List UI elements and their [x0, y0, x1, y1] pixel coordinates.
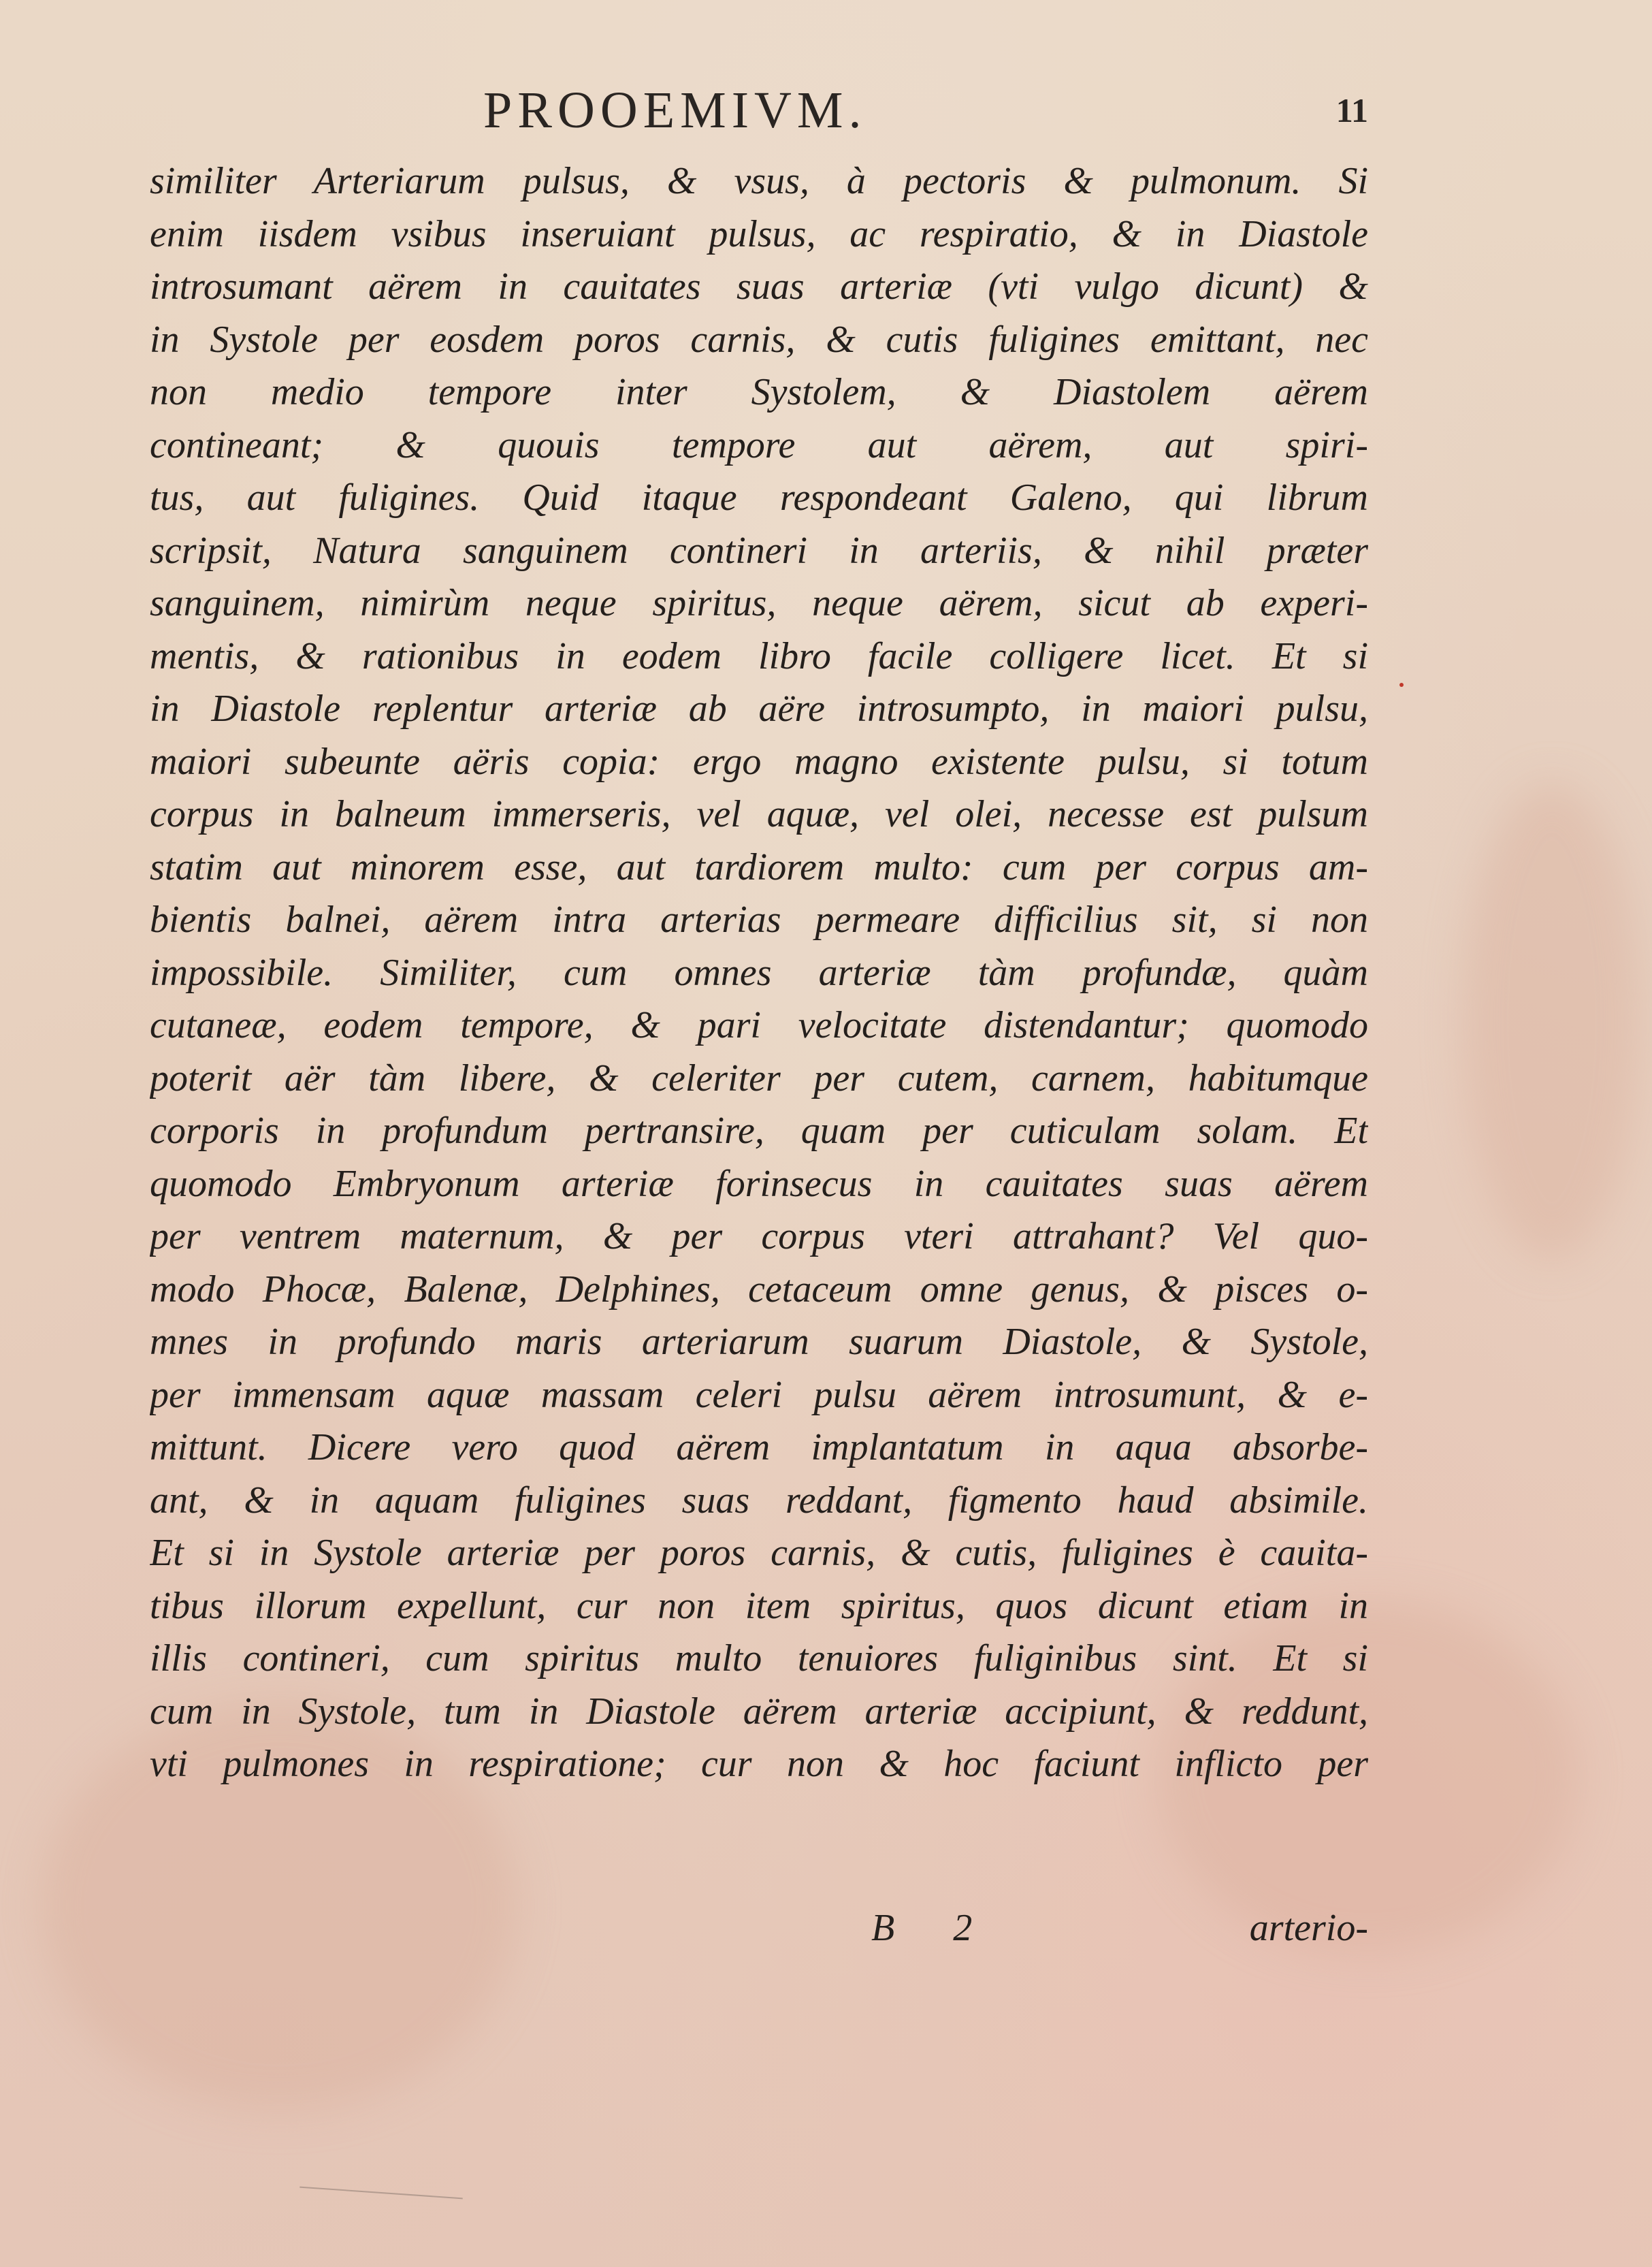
text-line: statim aut minorem esse, aut tardiorem multo: cum per corpus am- [150, 846, 1368, 888]
text-line: quomodo Embryonum arteriæ forinsecus in cauitates suas aërem [150, 1162, 1368, 1205]
text-line: mittunt. Dicere vero quod aërem implantatum in aqua absorbe- [150, 1426, 1368, 1468]
text-line: tus, aut fuligines. Quid itaque respondeant Galeno, qui librum [150, 477, 1368, 519]
text-line: enim iisdem vsibus inseruiant pulsus, ac respiratio, & in Diastole [150, 212, 1368, 255]
text-line: impossibile. Similiter, cum omnes arteriæ tàm profundæ, quàm [150, 951, 1368, 994]
text-line: in Systole per eosdem poros carnis, & cutis fuligines emittant, nec [150, 318, 1368, 361]
text-line: vti pulmones in respiratione; cur non & hoc faciunt inflicto per [150, 1743, 1368, 1785]
text-line: cutaneæ, eodem tempore, & pari velocitate distendantur; quomodo [150, 1004, 1368, 1046]
ink-spot [1399, 683, 1404, 687]
text-line: corpus in balneum immerseris, vel aquæ, vel olei, necesse est pulsum [150, 793, 1368, 835]
text-line: mnes in profundo maris arteriarum suarum Diastole, & Systole, [150, 1321, 1368, 1363]
text-line: tibus illorum expellunt, cur non item spiritus, quos dicunt etiam in [150, 1584, 1368, 1627]
text-line: maiori subeunte aëris copia: ergo magno existente pulsu, si totum [150, 740, 1368, 783]
running-title: PROOEMIVM. [483, 82, 867, 139]
text-line: in Diastole replentur arteriæ ab aëre introsumpto, in maiori pulsu, [150, 688, 1368, 730]
text-line: Et si in Systole arteriæ per poros carnis, & cutis, fuligines è cauita- [150, 1532, 1368, 1574]
text-line: per immensam aquæ massam celeri pulsu aërem introsumunt, & e- [150, 1373, 1368, 1416]
text-line: introsumant aërem in cauitates suas arteriæ (vti vulgo dicunt) & [150, 266, 1368, 308]
body-text [150, 155, 1368, 1791]
page-number: 11 [1335, 91, 1368, 129]
text-line: corporis in profundum pertransire, quam per cuticulam solam. Et [150, 1110, 1368, 1152]
signature-mark: B 2 [871, 1907, 997, 1949]
text-line: poterit aër tàm libere, & celeriter per cutem, carnem, habitumque [150, 1057, 1368, 1099]
text-line: bientis balnei, aërem intra arterias permeare difficilius sit, si non [150, 899, 1368, 941]
text-line: illis contineri, cum spiritus multo tenuiores fuliginibus sint. Et si [150, 1637, 1368, 1679]
paper-scratch [299, 2187, 463, 2200]
page-header [150, 76, 1368, 144]
catchword: arterio- [1249, 1907, 1368, 1949]
text-line: modo Phocæ, Balenæ, Delphines, cetaceum omne genus, & pisces o- [150, 1268, 1368, 1311]
text-line: cum in Systole, tum in Diastole aërem arteriæ accipiunt, & reddunt, [150, 1690, 1368, 1733]
text-line: non medio tempore inter Systolem, & Diastolem aërem [150, 371, 1368, 413]
paper-stain [1463, 783, 1640, 1259]
page-footer [150, 1906, 1368, 1961]
text-line: similiter Arteriarum pulsus, & vsus, à pectoris & pulmonum. Si [150, 160, 1368, 202]
text-line: ant, & in aquam fuligines suas reddant, figmento haud absimile. [150, 1479, 1368, 1522]
text-line: mentis, & rationibus in eodem libro facile colligere licet. Et si [150, 634, 1368, 677]
text-line: scripsit, Natura sanguinem contineri in arteriis, & nihil præter [150, 529, 1368, 572]
text-line: per ventrem maternum, & per corpus vteri attrahant? Vel quo- [150, 1215, 1368, 1257]
text-line: sanguinem, nimirùm neque spiritus, neque aërem, sicut ab experi- [150, 582, 1368, 624]
text-line: contineant; & quouis tempore aut aërem, aut spiri- [150, 423, 1368, 466]
